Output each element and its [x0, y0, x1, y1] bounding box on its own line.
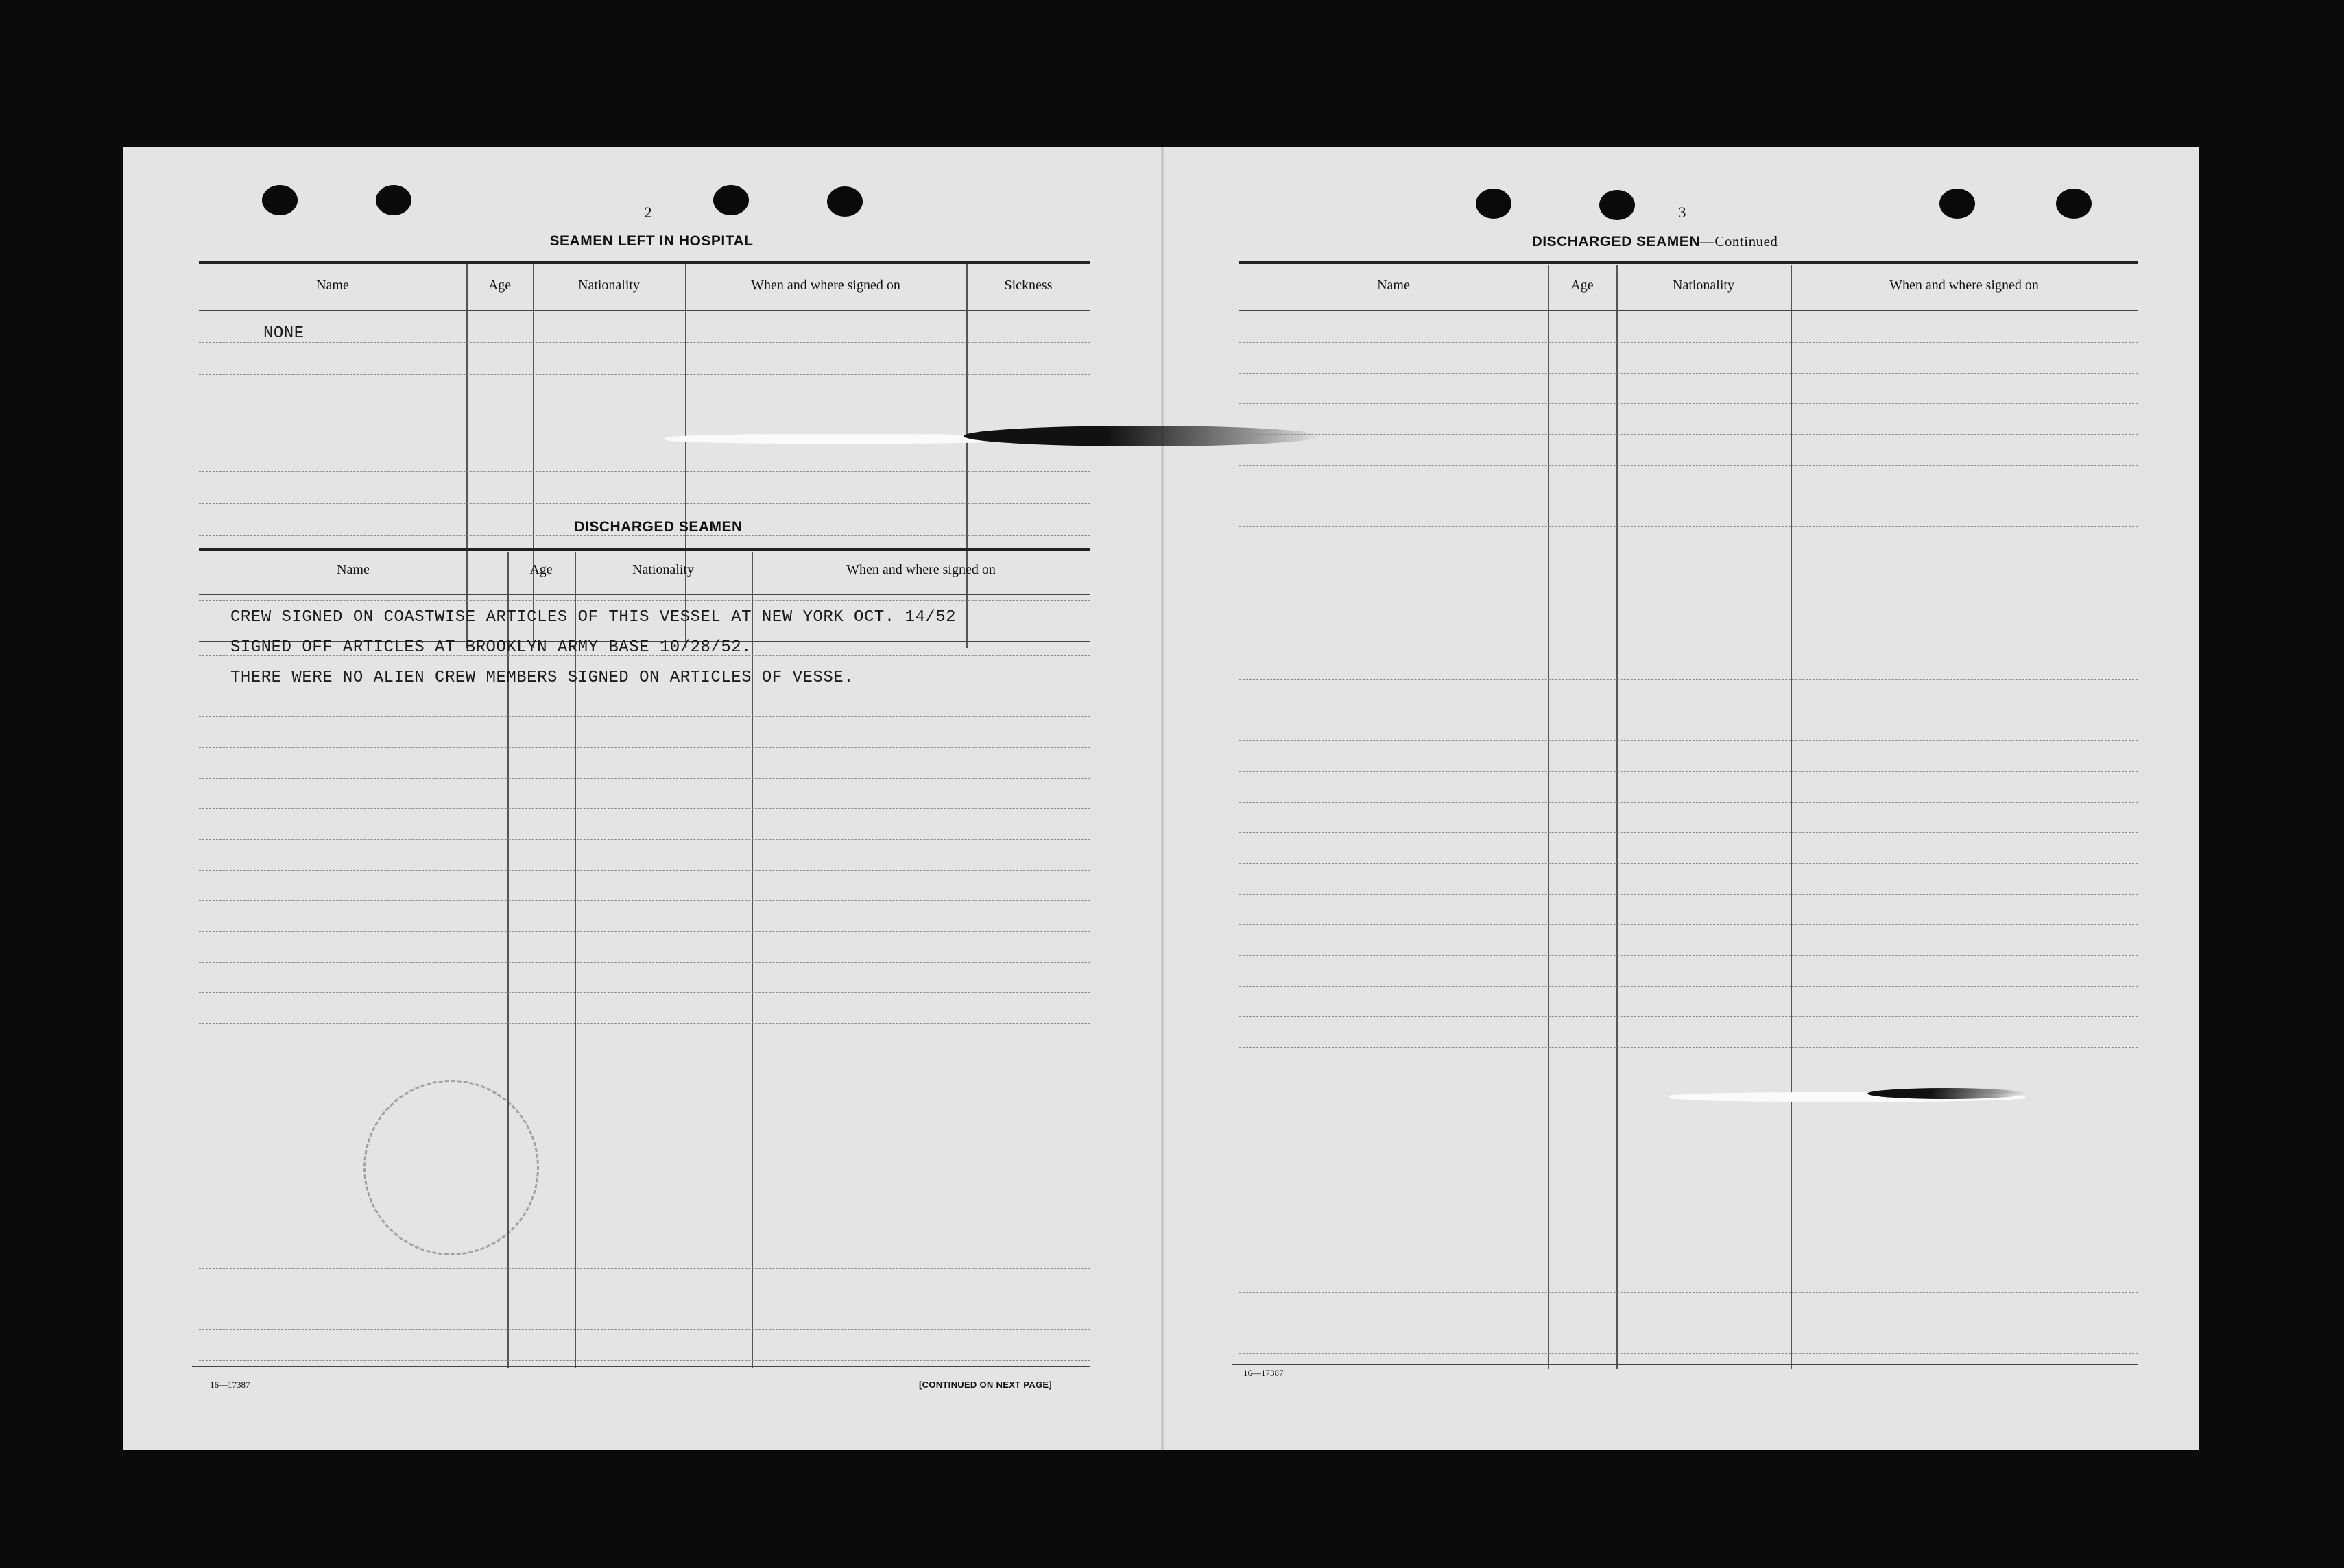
discharged-col-age: Age — [529, 562, 553, 577]
form-code: 16—17387 — [1243, 1368, 1284, 1378]
hospital-col-divider — [966, 264, 968, 648]
typed-line-3: THERE WERE NO ALIEN CREW MEMBERS SIGNED ON ARTICLES OF VESSE. — [230, 668, 854, 687]
page-number: 3 — [1678, 204, 1686, 221]
hospital-entry-none: NONE — [263, 324, 304, 343]
page-number: 2 — [644, 204, 652, 221]
discharged-continued-suffix: —Continued — [1699, 233, 1778, 250]
left-page — [123, 147, 1161, 1450]
hospital-row-line — [199, 342, 1090, 343]
document-sheet — [123, 147, 2199, 1450]
hospital-col-age: Age — [488, 278, 512, 293]
table-row-line — [1239, 894, 2138, 895]
discharged-continued-title — [1449, 233, 1861, 250]
right-col-name: Name — [1377, 278, 1410, 293]
hospital-col-sickness: Sickness — [1004, 278, 1053, 293]
right-col-nationality: Nationality — [1673, 278, 1734, 293]
hospital-col-divider — [466, 264, 468, 648]
table-row-line — [1239, 1353, 2138, 1354]
hospital-section-title: SEAMEN LEFT IN HOSPITAL — [549, 233, 754, 249]
table-row-line — [1239, 465, 2138, 466]
table-row-line — [1239, 1047, 2138, 1048]
ink-smear — [1867, 1088, 2025, 1099]
form-code: 16—17387 — [210, 1379, 250, 1390]
table-row-line — [199, 870, 1090, 871]
discharged-col-nationality: Nationality — [632, 562, 694, 577]
table-row-line — [199, 1329, 1090, 1330]
table-row-line — [1239, 986, 2138, 987]
hospital-table-top-rule — [199, 261, 1090, 264]
hospital-row-line — [199, 374, 1090, 375]
table-row-line — [199, 747, 1090, 748]
table-row-line — [1239, 1292, 2138, 1293]
table-row-line — [1239, 679, 2138, 680]
right-table-bottom-rule — [1232, 1364, 2138, 1365]
table-row-line — [1239, 434, 2138, 435]
hospital-col-name: Name — [316, 278, 349, 293]
hospital-row-line — [199, 535, 1090, 536]
right-table-top-rule — [1239, 261, 2138, 264]
right-table-header-rule — [1239, 310, 2138, 311]
table-row-line — [199, 962, 1090, 963]
table-row-line — [199, 778, 1090, 779]
table-row-line — [1239, 863, 2138, 864]
table-row-line — [199, 1268, 1090, 1269]
discharged-table-bottom-rule — [192, 1366, 1090, 1367]
table-row-line — [1239, 342, 2138, 343]
typed-line-2: SIGNED OFF ARTICLES AT BROOKLYN ARMY BASE 10/28/52. — [230, 638, 752, 657]
hospital-col-divider — [685, 264, 686, 648]
discharged-table-header-rule — [199, 594, 1090, 595]
table-row-line — [1239, 740, 2138, 741]
table-row-line — [1239, 832, 2138, 833]
right-col-signed-on: When and where signed on — [1889, 278, 2039, 293]
discharged-continued-title-main: DISCHARGED SEAMEN — [1531, 234, 1700, 250]
table-row-line — [1239, 526, 2138, 527]
discharged-col-name: Name — [337, 562, 370, 577]
table-row-line — [1239, 955, 2138, 956]
hospital-table-header-rule — [199, 310, 1090, 311]
right-col-divider — [1548, 265, 1549, 1369]
table-row-line — [199, 1023, 1090, 1024]
hospital-col-signed-on: When and where signed on — [751, 278, 900, 293]
right-col-age: Age — [1570, 278, 1594, 293]
table-row-line — [199, 716, 1090, 717]
table-row-line — [1239, 1016, 2138, 1017]
right-col-divider — [1791, 265, 1792, 1369]
discharged-col-signed-on: When and where signed on — [846, 562, 996, 577]
table-row-line — [1239, 771, 2138, 772]
discharged-table-top-rule — [199, 548, 1090, 551]
hospital-row-line — [199, 471, 1090, 472]
table-row-line — [1239, 373, 2138, 374]
hospital-col-nationality: Nationality — [578, 278, 640, 293]
table-row-line — [1239, 924, 2138, 925]
table-row-line — [1239, 403, 2138, 404]
typed-line-1: CREW SIGNED ON COASTWISE ARTICLES OF THIS VESSEL AT NEW YORK OCT. 14/52 — [230, 608, 957, 627]
faded-stamp — [363, 1080, 539, 1255]
table-row-line — [199, 1360, 1090, 1361]
table-row-line — [199, 808, 1090, 809]
continued-note: [CONTINUED ON NEXT PAGE] — [919, 1379, 1053, 1390]
right-page — [1161, 147, 2199, 1450]
hospital-row-line — [199, 600, 1090, 601]
right-col-divider — [1616, 265, 1618, 1369]
table-row-line — [199, 839, 1090, 840]
table-row-line — [199, 992, 1090, 993]
hospital-row-line — [199, 503, 1090, 504]
table-row-line — [199, 931, 1090, 932]
table-row-line — [199, 900, 1090, 901]
hospital-col-divider — [533, 264, 534, 648]
table-row-line — [1239, 802, 2138, 803]
discharged-section-title: DISCHARGED SEAMEN — [574, 519, 743, 535]
